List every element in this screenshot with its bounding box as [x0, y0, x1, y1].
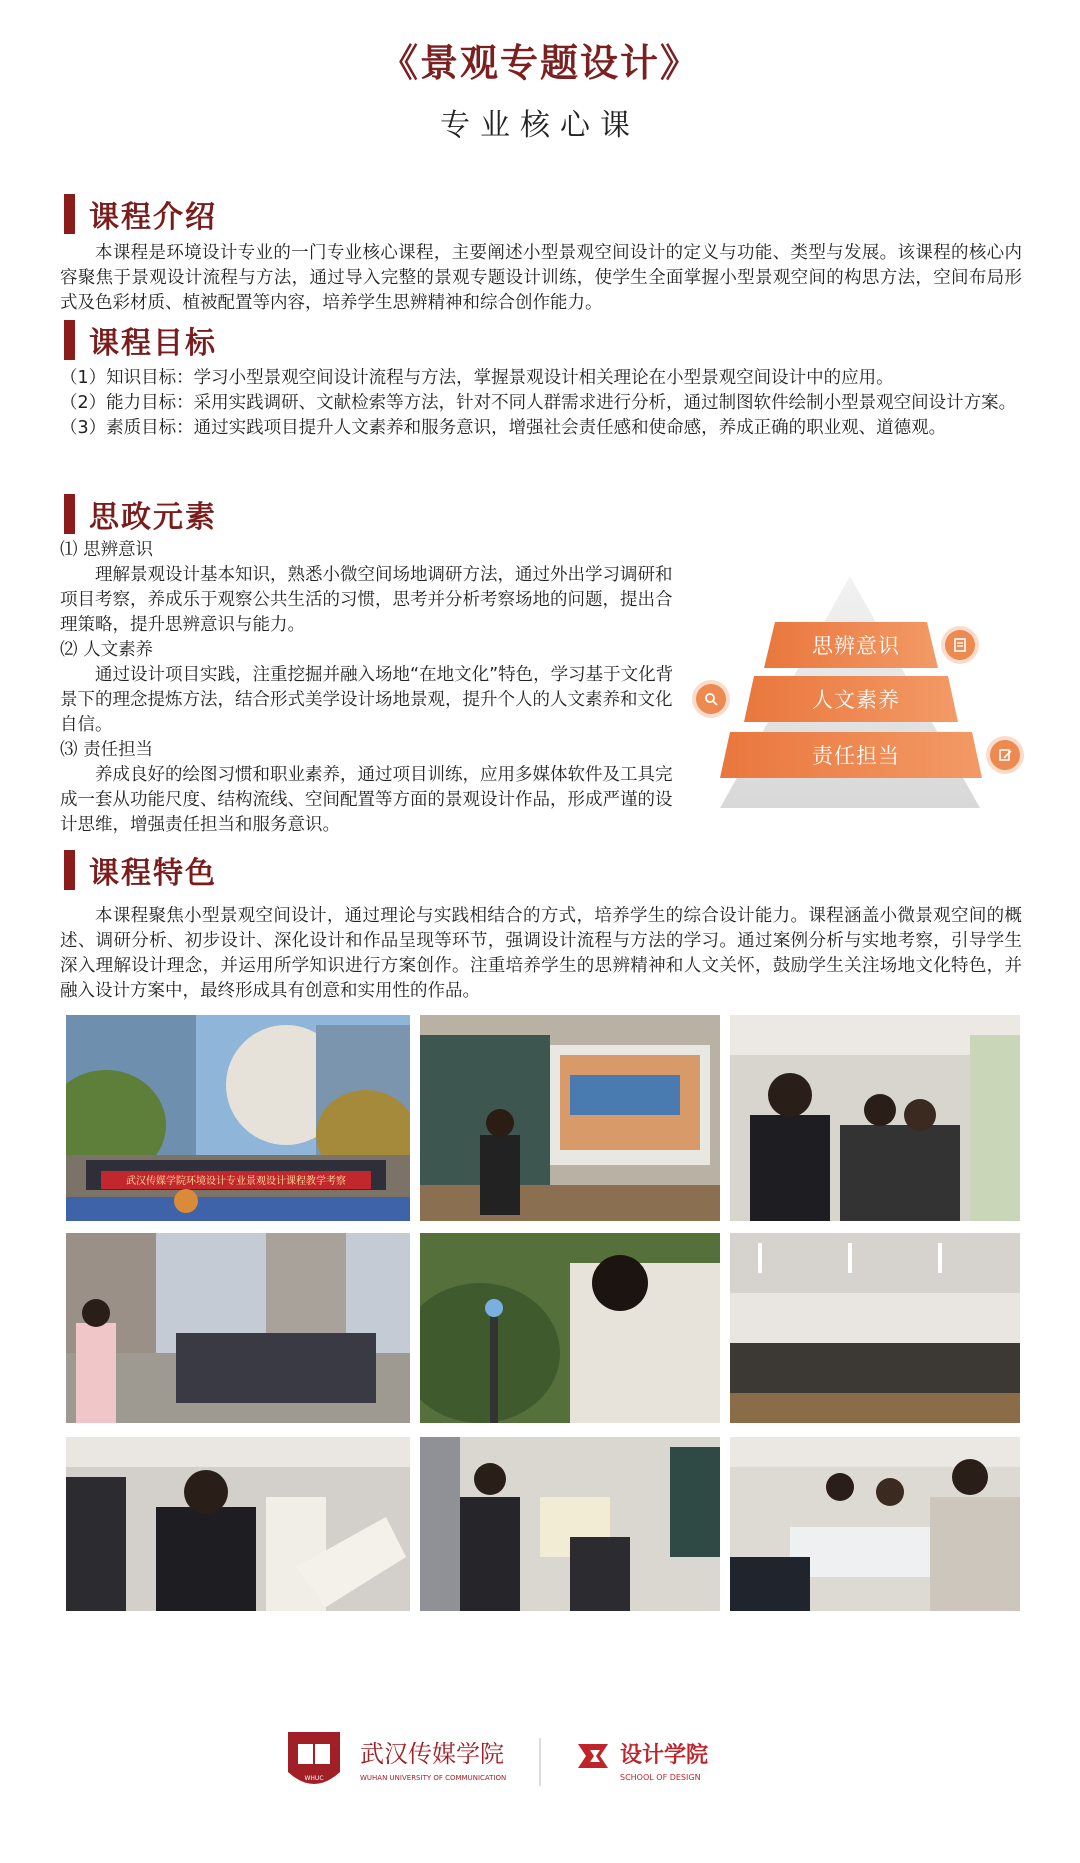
intro-text: 本课程是环境设计专业的一门专业核心课程，主要阐述小型景观空间设计的定义与功能、类型与发展。该课程的核心内容聚焦于景观设计流程与方法，通过导入完整的景观专题设计训练，使学生全面掌握小型景观空间的构思方法，空间布局形式及色彩材质、植被配置等内容，培养学生思辨精神和综合创作能力。 [60, 243, 1022, 313]
footer-logos [0, 1720, 1080, 1800]
goal-item-knowledge: （1）知识目标：学习小型景观空间设计流程与方法，掌握景观设计相关理论在小型景观空间设计中的应用。 [60, 368, 894, 388]
photo-group-discussion [730, 1437, 1020, 1611]
school-name-en: SCHOOL OF DESIGN [620, 1773, 701, 1782]
document-icon [945, 630, 975, 660]
photo-group-field-trip [66, 1015, 410, 1221]
page-subtitle: 专业核心课 [440, 108, 640, 143]
section-ideology-title: 思政元素 [89, 500, 217, 535]
section-ideology-header [64, 492, 217, 536]
ideology-body-humanity: 通过设计项目实践，注重挖掘并融入场地“在地文化”特色，学习基于文化背景下的理念提炼方法，结合形式美学设计场地景观，提升个人的人文素养和文化自信。 [60, 665, 674, 735]
footer [0, 1720, 1080, 1800]
ideology-pyramid [690, 568, 1030, 808]
features-text: 本课程聚焦小型景观空间设计，通过理论与实践相结合的方式，培养学生的综合设计能力。课程涵盖小微景观空间的概述、调研分析、初步设计、深化设计和作品呈现等环节，强调设计流程与方法的学习。通过案例分析与实地考察，引导学生深入理解设计理念，并运用所学知识进行方案创作。注重培养学生的思辨精神和人文关怀，鼓励学生关注场地文化特色，并融入设计方案中，最终形成具有创意和实用性的作品。 [60, 906, 1022, 1001]
photo-presentation [420, 1437, 720, 1611]
ideology-list [60, 538, 680, 838]
photo-measuring-plants [420, 1233, 720, 1423]
photo-design-review [66, 1437, 410, 1611]
section-marker [64, 850, 75, 890]
section-goals-header [64, 318, 217, 362]
section-features-title: 课程特色 [89, 856, 217, 891]
goals-list [60, 366, 1022, 441]
features-paragraph [60, 904, 1022, 1004]
page-title: 《景观专题设计》 [379, 41, 700, 85]
photo-lecture-projector [420, 1015, 720, 1221]
pyramid-label-responsibility: 责任担当 [812, 744, 900, 768]
ideology-label-humanity: ⑵ 人文素养 [60, 640, 154, 660]
university-badge-icon [288, 1732, 340, 1784]
search-icon [696, 684, 726, 714]
section-marker [64, 320, 75, 360]
goal-item-ability: （2）能力目标：采用实践调研、文献检索等方法，针对不同人群需求进行分析，通过制图软件绘制小型景观空间设计方案。 [60, 393, 1017, 413]
section-intro-header [64, 192, 217, 236]
goal-item-quality: （3）素质目标：通过实践项目提升人文素养和服务意识，增强社会责任感和使命感，养成正确的职业观、道德观。 [60, 418, 947, 438]
university-name-cn: 武汉传媒学院 [360, 1740, 504, 1768]
school-name-cn: 设计学院 [620, 1743, 709, 1768]
ideology-body-responsibility: 养成良好的绘图习惯和职业素养，通过项目训练，应用多媒体软件及工具完成一套从功能尺度、结构流线、空间配置等方面的景观设计作品，形成严谨的设计思维，增强责任担当和服务意识。 [60, 765, 673, 835]
edit-icon [990, 740, 1020, 770]
section-features-header [64, 848, 217, 892]
intro-paragraph [60, 241, 1022, 316]
section-marker [64, 494, 75, 534]
section-marker [64, 194, 75, 234]
photo-lecture-hall [730, 1233, 1020, 1423]
ideology-label-critical: ⑴ 思辨意识 [60, 540, 154, 560]
section-goals-title: 课程目标 [89, 326, 217, 361]
pyramid-label-critical: 思辨意识 [812, 634, 900, 658]
university-name-en: WUHAN UNIVERSITY OF COMMUNICATION [360, 1774, 507, 1782]
pyramid-label-humanity: 人文素养 [812, 688, 900, 712]
photo-site-survey-street [66, 1233, 410, 1423]
section-intro-title: 课程介绍 [89, 200, 217, 235]
photo-banner-text: 武汉传媒学院环境设计专业景观设计课程教学考察 [126, 1176, 346, 1187]
ideology-body-critical: 理解景观设计基本知识，熟悉小微空间场地调研方法，通过外出学习调研和项目考察，养成乐于观察公共生活的习惯，思考并分析考察场地的问题，提出合理策略，提升思辨意识与能力。 [60, 565, 673, 635]
ideology-label-responsibility: ⑶ 责任担当 [60, 740, 154, 760]
badge-text: WHUC [304, 1775, 324, 1782]
school-logo-icon [578, 1744, 608, 1768]
photo-students-board [730, 1015, 1020, 1221]
